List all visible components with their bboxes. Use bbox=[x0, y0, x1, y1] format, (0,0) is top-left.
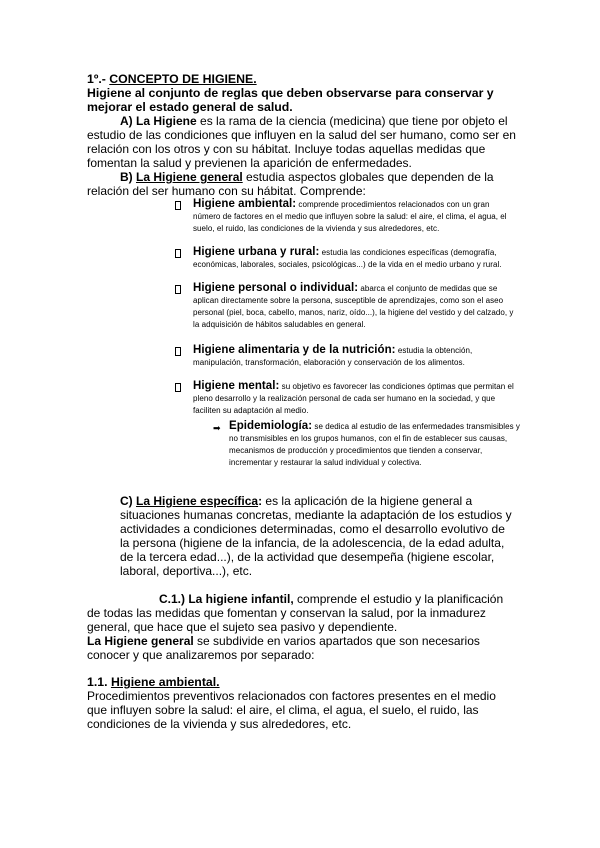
text-a: es la rama de la ciencia (medicina) que tiene por objeto el estudio de las condiciones que influyen en la salud del ser humano, como ser en relación con los otros y con su hábitat. Incluye todas aquellas medidas que fomentan la salud y previenen la aparición de enfermedades. bbox=[87, 114, 516, 170]
bullet-item-ambiental bbox=[193, 198, 518, 235]
bullet-icon bbox=[175, 383, 181, 392]
bullet-text: su objetivo es favorecer las condiciones óptimas que permitan el pleno desarrollo y la realización personal de cada ser humano en la sociedad, y que faciliten su adaptación al medio. bbox=[193, 382, 514, 415]
bullet-icon bbox=[175, 347, 181, 356]
bullet-title: Higiene urbana y rural: bbox=[193, 246, 320, 258]
bullet-icon bbox=[175, 249, 181, 258]
bullet-item-mental bbox=[193, 380, 518, 417]
label-c: C) bbox=[120, 494, 136, 508]
bullet-text: abarca el conjunto de medidas que se aplican directamente sobre la persona, susceptible de aprendizajes, como son el aseo personal (piel, boca, cabello, manos, nariz, oído...), la higiene del vestido y del calzado, y la adquisición de hábitos saludables en general. bbox=[193, 284, 514, 329]
text-general: se subdivide en varios apartados que son necesarios conocer y que analizaremos por separado: bbox=[87, 634, 480, 662]
bullet-text: estudia la obtención, manipulación, transformación, elaboración y conservación de los alimentos. bbox=[193, 346, 473, 367]
bullet-title: Higiene alimentaria y de la nutrición: bbox=[193, 344, 396, 356]
section-11-number: 1.1. bbox=[87, 675, 111, 689]
paragraph-b bbox=[87, 170, 519, 198]
term-c1: La higiene infantil, bbox=[188, 592, 294, 606]
intro-paragraph: Higiene al conjunto de reglas que deben observarse para conservar y mejorar el estado general de salud. bbox=[87, 86, 494, 114]
bullet-title: Higiene ambiental: bbox=[193, 198, 297, 210]
section-11-heading bbox=[87, 675, 519, 689]
term-general: La Higiene general bbox=[87, 634, 194, 648]
bullet-text: comprende procedimientos relacionados con un gran número de factores en el medio que influyen sobre la salud: el aire, el clima, el agua, el suelo, el ruido, las condiciones de la vivienda y sus alrededores, etc. bbox=[193, 200, 507, 233]
section-number: 1º.- bbox=[87, 72, 110, 86]
bullet-icon bbox=[175, 201, 181, 210]
text-b: estudia aspectos globales que dependen de la relación del ser humano con su hábitat. Comprende: bbox=[87, 170, 494, 198]
paragraph-general bbox=[87, 634, 519, 662]
colon-c: : bbox=[258, 494, 263, 508]
subbullet-title: Epidemiología: bbox=[229, 420, 313, 432]
section-heading bbox=[87, 72, 527, 86]
bullet-item-alimentaria bbox=[193, 344, 518, 369]
section-11-title: Higiene ambiental. bbox=[110, 675, 220, 689]
arrow-right-icon: ➡ bbox=[213, 423, 221, 433]
term-b: La Higiene general bbox=[136, 170, 243, 184]
paragraph-a bbox=[87, 114, 519, 170]
section-title: CONCEPTO DE HIGIENE. bbox=[109, 72, 257, 86]
paragraph-c bbox=[120, 494, 516, 578]
label-c1: C.1.) bbox=[159, 592, 189, 606]
label-a: A) bbox=[120, 114, 136, 128]
label-b: B) bbox=[120, 170, 136, 184]
bullet-text: estudia las condiciones específicas (demografía, económicas, laborales, sociales, psicológicas...) de la vida en el medio urbano y rural. bbox=[193, 248, 502, 269]
section-11-paragraph: Procedimientos preventivos relacionados con factores presentes en el medio que influyen sobre la salud: el aire, el clima, el agua, el suelo, el ruido, las condiciones de la vivienda y sus alrededores, etc. bbox=[87, 689, 496, 731]
text-c: es la aplicación de la higiene general a situaciones humanas concretas, mediante la adaptación de los estudios y actividades a condiciones determinadas, como el desarrollo evolutivo de la persona (higiene de la infancia, de la adolescencia, de la edad adulta, de la tercera edad...), de la actividad que desempeña (higiene escolar, laboral, deportiva...), etc. bbox=[120, 494, 512, 578]
text-c1: comprende el estudio y la planificación de todas las medidas que fomentan y conservan la salud, por la inmadurez general, que hace que el sujeto sea pasivo y dependiente. bbox=[87, 592, 504, 634]
subbullet-epidemiologia bbox=[229, 420, 521, 469]
term-c: La Higiene específica bbox=[136, 494, 259, 508]
bullet-title: Higiene personal o individual: bbox=[193, 282, 359, 294]
subbullet-text: se dedica al estudio de las enfermedades transmisibles y no transmisibles en los grupos humanos, con el fin de establecer sus causas, mecanismos de producción y procedimientos que tienden a conservar, incrementar y restaurar la salud individual y colectiva. bbox=[229, 422, 520, 467]
paragraph-c1 bbox=[87, 592, 519, 634]
bullet-icon bbox=[175, 285, 181, 294]
bullet-item-personal bbox=[193, 282, 518, 331]
term-a: La Higiene bbox=[136, 114, 197, 128]
bullet-item-urbana bbox=[193, 246, 518, 271]
bullet-title: Higiene mental: bbox=[193, 380, 280, 392]
